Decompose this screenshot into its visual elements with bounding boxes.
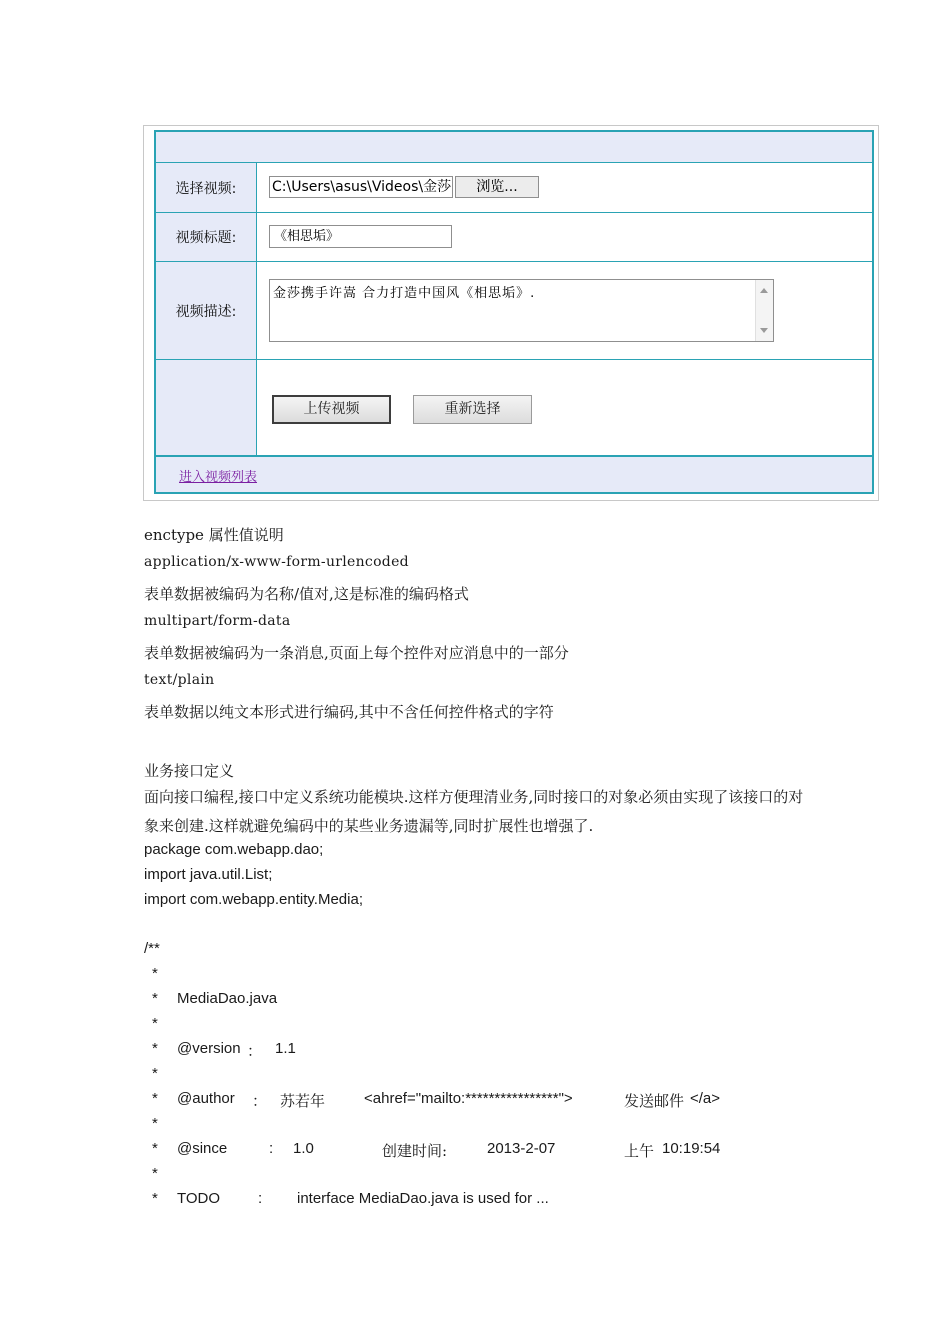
comment-star: * xyxy=(152,1065,158,1082)
comment-open: /** xyxy=(144,940,160,957)
select-video-cell xyxy=(257,163,872,212)
comment-created-label: 创建时间: xyxy=(382,1142,448,1160)
comment-author-key: @author xyxy=(177,1090,235,1107)
enctype-heading: enctype 属性值说明 xyxy=(144,526,284,544)
scroll-down-icon[interactable] xyxy=(760,328,768,333)
actions-cell xyxy=(257,360,872,455)
comment-file-name: MediaDao.java xyxy=(177,990,278,1007)
comment-version-colon: ： xyxy=(247,1043,263,1060)
comment-author-link-open: <ahref="mailto:****************"> xyxy=(364,1090,573,1107)
comment-author-link-text: 发送邮件 xyxy=(624,1092,685,1110)
enctype-option-multipart-desc: 表单数据被编码为一条消息,页面上每个控件对应消息中的一部分 xyxy=(144,644,569,662)
comment-star: * xyxy=(152,990,158,1007)
row-actions xyxy=(156,359,872,457)
enctype-option-urlencoded-desc: 表单数据被编码为名称/值对,这是标准的编码格式 xyxy=(144,585,469,603)
reset-selection-button[interactable]: 重新选择 xyxy=(413,395,532,424)
form-screenshot xyxy=(143,125,879,501)
textarea-scrollbar[interactable] xyxy=(755,280,773,341)
enctype-option-plain: text/plain xyxy=(144,672,215,688)
comment-author-name: 苏若年 xyxy=(280,1092,326,1110)
comment-todo-value: interface MediaDao.java is used for ... xyxy=(297,1190,549,1207)
code-package: package com.webapp.dao; xyxy=(144,841,324,858)
row-video-title xyxy=(156,212,872,261)
comment-author-colon: ： xyxy=(252,1093,268,1110)
browse-button[interactable]: 浏览... xyxy=(455,176,539,198)
form-header xyxy=(156,132,872,162)
video-description-text: 金莎携手许嵩 合力打造中国风《相思垢》. xyxy=(273,286,536,301)
comment-todo-colon: : xyxy=(258,1190,263,1207)
video-list-link[interactable]: 进入视频列表 xyxy=(179,470,258,485)
comment-created-ampm: 上午 xyxy=(624,1142,655,1160)
comment-since-key: @since xyxy=(177,1140,228,1157)
video-title-label: 视频标题: xyxy=(156,213,257,261)
actions-label xyxy=(156,360,257,455)
video-title-input[interactable]: 《相思垢》 xyxy=(269,225,452,248)
comment-created-time: 10:19:54 xyxy=(662,1140,721,1157)
comment-created-date: 2013-2-07 xyxy=(487,1140,556,1157)
comment-star: * xyxy=(152,1190,158,1207)
scroll-up-icon[interactable] xyxy=(760,288,768,293)
comment-star: * xyxy=(152,1090,158,1107)
code-import-list: import java.util.List; xyxy=(144,866,273,883)
video-description-cell xyxy=(257,262,872,359)
section-paragraph: 面向接口编程,接口中定义系统功能模块.这样方便理清业务,同时接口的对象必须由实现了该接口的对象来创建.这样就避免编码中的某些业务遗漏等,同时扩展性也增强了. xyxy=(144,788,804,835)
enctype-option-plain-desc: 表单数据以纯文本形式进行编码,其中不含任何控件格式的字符 xyxy=(144,703,554,721)
code-import-media: import com.webapp.entity.Media; xyxy=(144,891,363,908)
comment-version-key: @version xyxy=(177,1040,241,1057)
comment-star: * xyxy=(152,1015,158,1032)
comment-star: * xyxy=(152,1115,158,1132)
enctype-option-multipart: multipart/form-data xyxy=(144,613,291,629)
comment-star: * xyxy=(152,965,158,982)
comment-author-link-close: </a> xyxy=(690,1090,721,1107)
comment-since-value: 1.0 xyxy=(293,1140,314,1157)
comment-todo-key: TODO xyxy=(177,1190,221,1207)
upload-form xyxy=(154,130,874,494)
video-description-label: 视频描述: xyxy=(156,262,257,359)
section-heading: 业务接口定义 xyxy=(144,762,235,780)
video-title-cell xyxy=(257,213,872,261)
upload-video-button[interactable]: 上传视频 xyxy=(272,395,391,424)
file-path-input[interactable]: C:\Users\asus\Videos\金莎 xyxy=(269,176,453,198)
comment-version-value: 1.1 xyxy=(275,1040,296,1057)
comment-star: * xyxy=(152,1165,158,1182)
row-video-description xyxy=(156,261,872,359)
form-footer xyxy=(156,459,872,492)
comment-since-colon: : xyxy=(269,1140,274,1157)
row-select-video xyxy=(156,162,872,212)
comment-star: * xyxy=(152,1140,158,1157)
comment-star: * xyxy=(152,1040,158,1057)
enctype-option-urlencoded: application/x-www-form-urlencoded xyxy=(144,554,409,570)
select-video-label: 选择视频: xyxy=(156,163,257,212)
video-description-textarea[interactable] xyxy=(269,279,774,342)
